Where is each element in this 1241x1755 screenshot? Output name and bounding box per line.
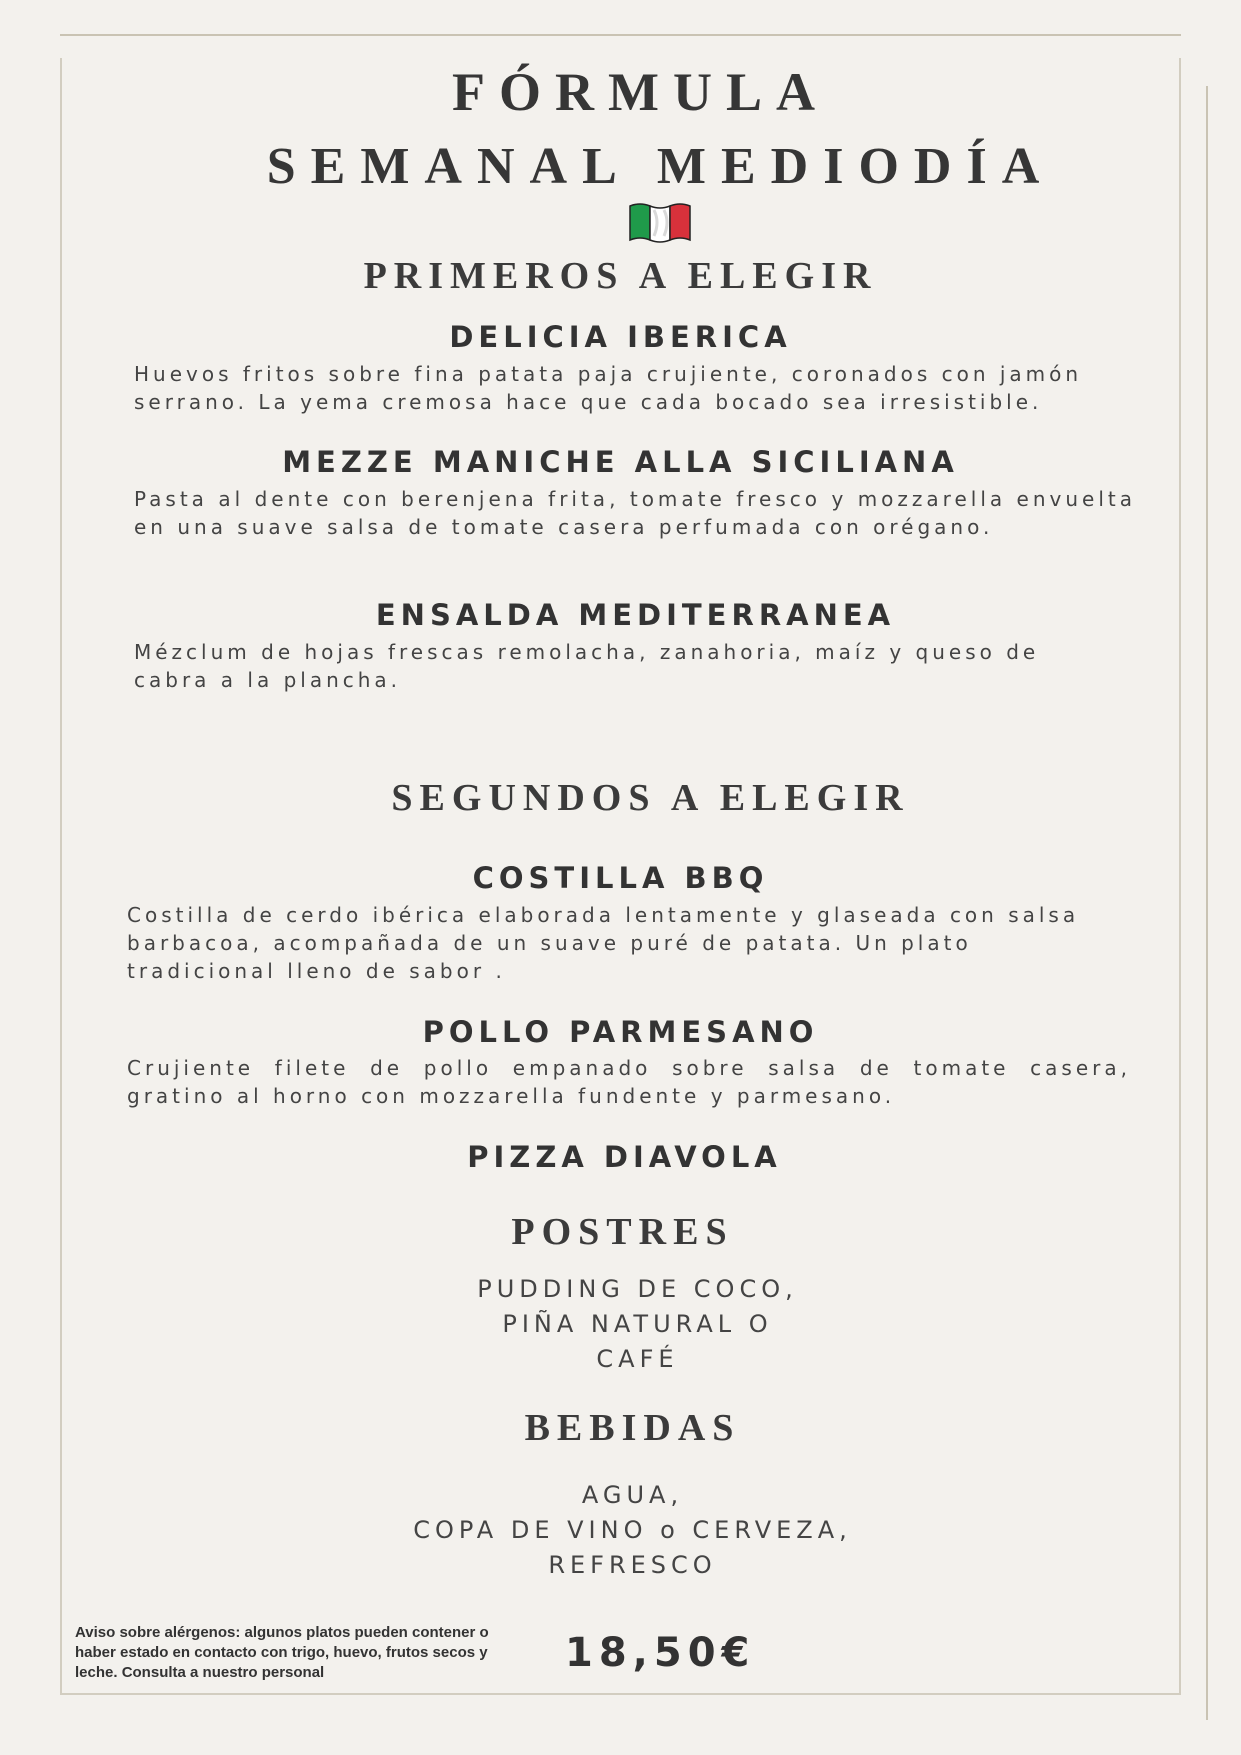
postres-item: CAFÉ	[596, 1345, 679, 1373]
postres-item: PIÑA NATURAL O	[502, 1310, 773, 1338]
dish-mezze-maniche-description: Pasta al dente con berenjena frita, tomate fresco y mozzarella envuelta en una suave salsa de tomate casera perfumada con orégano.	[134, 487, 1136, 539]
menu-title-line2: SEMANAL MEDIODÍA	[266, 138, 1055, 195]
section-segundos-heading: SEGUNDOS A ELEGIR	[391, 777, 910, 819]
bebidas-list	[12, 1478, 1241, 1583]
section-bebidas-heading: BEBIDAS	[524, 1407, 741, 1449]
bebidas-item: COPA DE VINO o CERVEZA,	[413, 1516, 852, 1544]
top-divider	[60, 34, 1181, 36]
dish-delicia-iberica-name: DELICIA IBERICA	[449, 320, 792, 354]
menu-title-line1: FÓRMULA	[452, 62, 829, 122]
dish-pizza-name: PIZZA DIAVOLA	[467, 1140, 782, 1174]
dish-delicia-iberica-description: Huevos fritos sobre fina patata paja crujiente, coronados con jamón serrano. La yema cremosa hace que cada bocado sea irresistible.	[134, 362, 1083, 414]
dish-pollo-name: POLLO PARMESANO	[422, 1015, 819, 1049]
dish-pollo-description: Crujiente filete de pollo empanado sobre salsa de tomate casera, gratino al horno con mozzarella fundente y parmesano.	[127, 1056, 1131, 1108]
bebidas-item: REFRESCO	[548, 1551, 717, 1579]
postres-item: PUDDING DE COCO,	[477, 1275, 798, 1303]
italy-flag-icon	[628, 200, 692, 244]
dish-costilla-description: Costilla de cerdo ibérica elaborada lentamente y glaseada con salsa barbacoa, acompañada de un suave puré de patata. Un plato tradicional lleno de sabor .	[127, 903, 1080, 983]
bebidas-item: AGUA,	[581, 1481, 684, 1509]
dish-mezze-maniche-name: MEZZE MANICHE ALLA SICILIANA	[282, 445, 959, 479]
section-postres-heading: POSTRES	[511, 1211, 734, 1253]
dish-ensalada-description: Mézclum de hojas frescas remolacha, zanahoria, maíz y queso de cabra a la plancha.	[134, 640, 1040, 692]
dish-ensalada-name: ENSALDA MEDITERRANEA	[375, 598, 896, 632]
dish-costilla-name: COSTILLA BBQ	[472, 861, 769, 895]
postres-list	[17, 1272, 1241, 1377]
section-primeros-heading: PRIMEROS A ELEGIR	[363, 255, 878, 297]
menu-price: 18,50€	[565, 1630, 756, 1676]
allergen-notice: Aviso sobre alérgenos: algunos platos pueden contener o haber estado en contacto con trigo, huevo, frutos secos y leche. Consulta a nuestro personal	[75, 1624, 489, 1681]
